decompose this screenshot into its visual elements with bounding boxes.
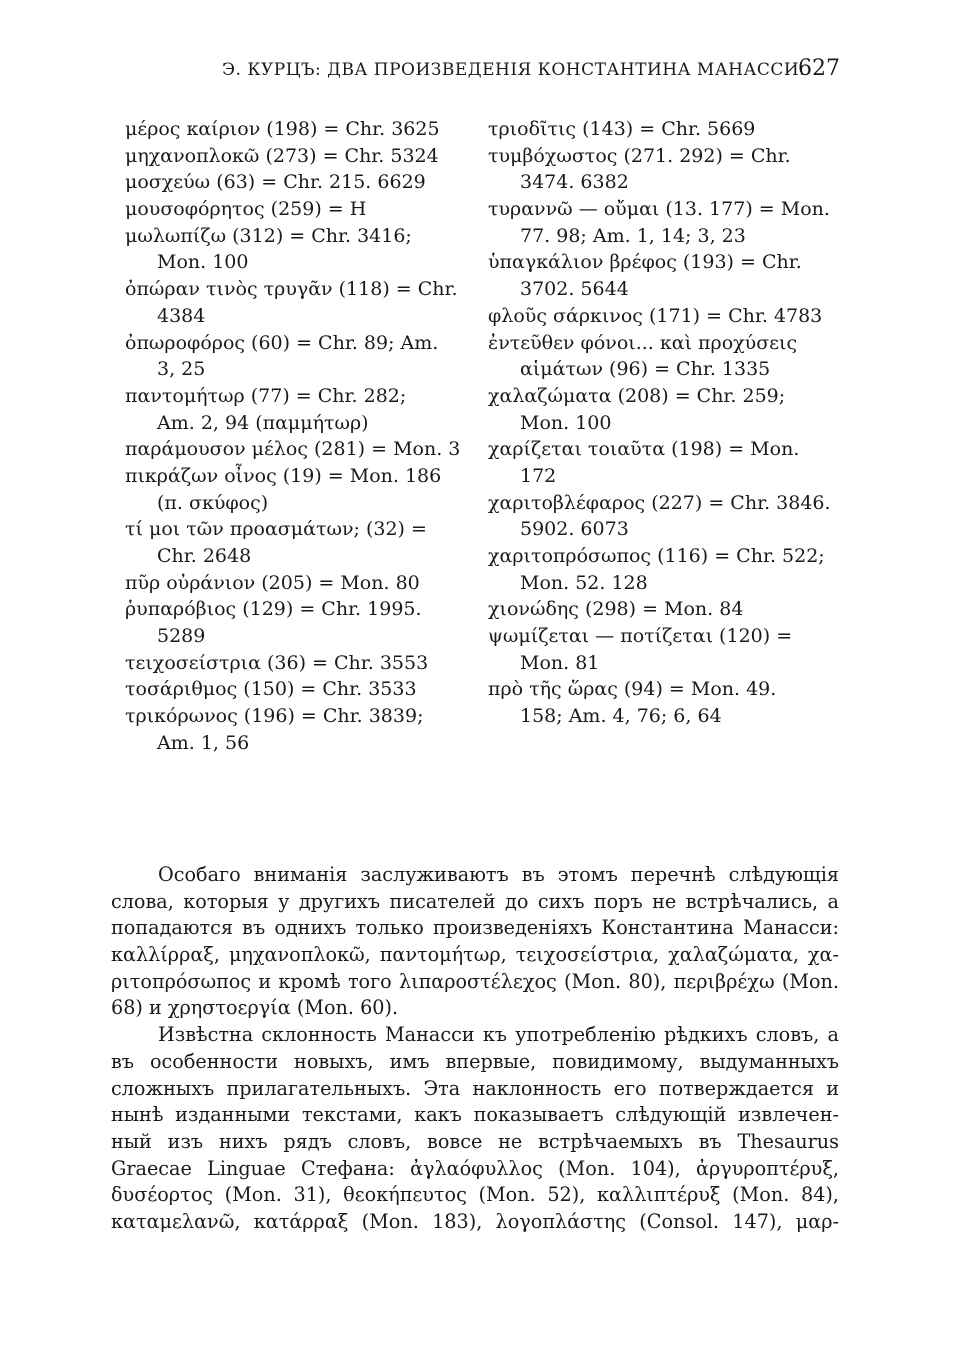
word-list-entry: ὀπωροφόρος (60) = Chr. 89; Am. xyxy=(125,331,439,354)
word-list-entry: πῦρ οὐράνιον (205) = Mon. 80 xyxy=(125,571,420,594)
page-number: 627 xyxy=(798,56,840,81)
word-list-entry: 5902. 6073 xyxy=(520,518,629,541)
text-line: слова, которыя у другихъ писателей до сихъ поръ не встрѣчались, а xyxy=(111,889,839,913)
word-list-entry: μέρος καίριον (198) = Chr. 3625 xyxy=(125,118,440,140)
word-list-entry: 4384 xyxy=(157,304,206,327)
word-list-entry: πικράζων οἶνος (19) = Mon. 186 xyxy=(125,464,442,487)
word-list-entry: ὀπώραν τινὸς τρυγᾶν (118) = Chr. xyxy=(125,278,458,301)
text-line: нынѣ изданными текстами, какъ показываетъ слѣдующій извлечен- xyxy=(111,1103,839,1127)
text-line: сложныхъ прилагательныхъ. Эта наклонность его потверждается и xyxy=(111,1076,839,1100)
word-list-entry: πρὸ τῆς ὥρας (94) = Mon. 49. xyxy=(488,678,777,701)
word-list-entry: παράμουσον μέλος (281) = Mon. 3 xyxy=(125,438,461,461)
text-line: попадаются въ однихъ только произведеніяхъ Константина Манасси: xyxy=(111,916,839,940)
word-list-entry: τοσάριθμος (150) = Chr. 3533 xyxy=(125,678,417,701)
word-list-entry: Mon. 81 xyxy=(520,651,600,674)
word-list-entry: χαριτοβλέφαρος (227) = Chr. 3846. xyxy=(488,491,831,514)
word-list-entry: Am. 1, 56 xyxy=(157,731,250,754)
word-list-entry: 3474. 6382 xyxy=(520,171,629,194)
text-line: Извѣстна склонность Манасси къ употребленію рѣдкихъ словъ, а xyxy=(158,1023,839,1047)
text-line: ный изъ нихъ рядъ словъ, вовсе не встрѣчаемыхъ въ Thesaurus xyxy=(111,1129,839,1153)
text-line: въ особенности новыхъ, имъ впервые, повидимому, выдуманныхъ xyxy=(111,1049,839,1073)
word-list-entry: παντομήτωρ (77) = Chr. 282; xyxy=(125,384,407,407)
word-list-entry: τυμβόχωστος (271. 292) = Chr. xyxy=(488,144,791,167)
word-list-right-column xyxy=(488,116,843,730)
word-list-entry: μοσχεύω (63) = Chr. 215. 6629 xyxy=(125,171,426,194)
word-list-entry: (π. σκύφος) xyxy=(157,491,269,514)
word-list-entry: τρικόρωνος (196) = Chr. 3839; xyxy=(125,705,424,728)
word-list-entry: τειχοσείστρια (36) = Chr. 3553 xyxy=(125,651,429,674)
word-list-entry: 172 xyxy=(520,464,557,487)
word-list-entry: Am. 2, 94 (παμμήτωρ) xyxy=(157,411,369,434)
word-list-entry: χαρίζεται τοιαῦτα (198) = Mon. xyxy=(488,438,800,461)
text-line: Особаго вниманія заслуживаютъ въ этомъ перечнѣ слѣдующія xyxy=(158,863,839,886)
text-line: καλλίρραξ, μηχανοπλοκῶ, παντομήτωρ, τειχοσείστρια, χαλαζώματα, χα- xyxy=(111,943,839,967)
word-list-entry: Mon. 100 xyxy=(157,251,249,274)
word-list-entry: τυραννῶ — οὔμαι (13. 177) = Mon. xyxy=(488,198,830,221)
word-list-left-column xyxy=(125,116,485,757)
text-line: Graecae Linguae Стефана: ἀγλαόφυλλος (Mon. 104), ἀργυροπτέρυξ, xyxy=(111,1156,839,1180)
text-line: ριτοπρόσωπος и кромѣ того λιπαροστέλεχος (Mon. 80), περιβρέχω (Mon. xyxy=(111,969,839,993)
word-list-entry: 3702. 5644 xyxy=(520,278,629,301)
word-list-entry: τριοδῖτις (143) = Chr. 5669 xyxy=(488,118,756,140)
word-list-entry: 3, 25 xyxy=(157,358,206,381)
word-list-entry: Chr. 2648 xyxy=(157,545,252,567)
word-list-entry: 77. 98; Am. 1, 14; 3, 23 xyxy=(520,224,746,247)
word-list-entry: ῥυπαρόβιος (129) = Chr. 1995. xyxy=(125,598,422,621)
text-line: 68) и χρηστοεργία (Mon. 60). xyxy=(111,996,399,1020)
word-list-entry: μηχανοπλοκῶ (273) = Chr. 5324 xyxy=(125,144,439,167)
word-list-entry: 5289 xyxy=(157,625,206,648)
word-list-entry: ἐντεῦθεν φόνοι... καὶ προχύσεις xyxy=(488,331,798,354)
word-list-entry: φλοῦς σάρκινος (171) = Chr. 4783 xyxy=(488,304,823,327)
word-list-entry: αἱμάτων (96) = Chr. 1335 xyxy=(520,358,771,381)
word-list-entry: 158; Am. 4, 76; 6, 64 xyxy=(520,705,722,728)
word-list-entry: χιονώδης (298) = Mon. 84 xyxy=(488,598,744,621)
word-list-entry: ψωμίζεται — ποτίζεται (120) = xyxy=(488,625,793,648)
word-list-entry: μωλωπίζω (312) = Chr. 3416; xyxy=(125,224,412,247)
body-text xyxy=(111,862,839,1236)
word-list-entry: τί μοι τῶν προασμάτων; (32) = xyxy=(125,518,427,541)
text-line: καταμελανῶ, κατάρραξ (Mon. 183), λογοπλάστης (Consol. 147), μαρ- xyxy=(111,1209,839,1233)
word-list-entry: ὑπαγκάλιον βρέφος (193) = Chr. xyxy=(488,251,802,274)
word-list-entry: Mon. 100 xyxy=(520,411,612,434)
word-list-entry: χαλαζώματα (208) = Chr. 259; xyxy=(488,384,786,407)
word-list-entry: Mon. 52. 128 xyxy=(520,571,648,594)
text-line: δυσέορτος (Mon. 31), θεοκήπευτος (Mon. 52), καλλιπτέρυξ (Mon. 84), xyxy=(111,1183,839,1207)
word-list-entry: μουσοφόρητος (259) = Η xyxy=(125,198,367,221)
page-header xyxy=(130,56,840,90)
word-list-entry: χαριτοπρόσωπος (116) = Chr. 522; xyxy=(488,545,825,567)
running-title: Э. КУРЦЪ: ДВА ПРОИЗВЕДЕНІЯ КОНСТАНТИНА МАНАССИ. xyxy=(222,60,806,80)
